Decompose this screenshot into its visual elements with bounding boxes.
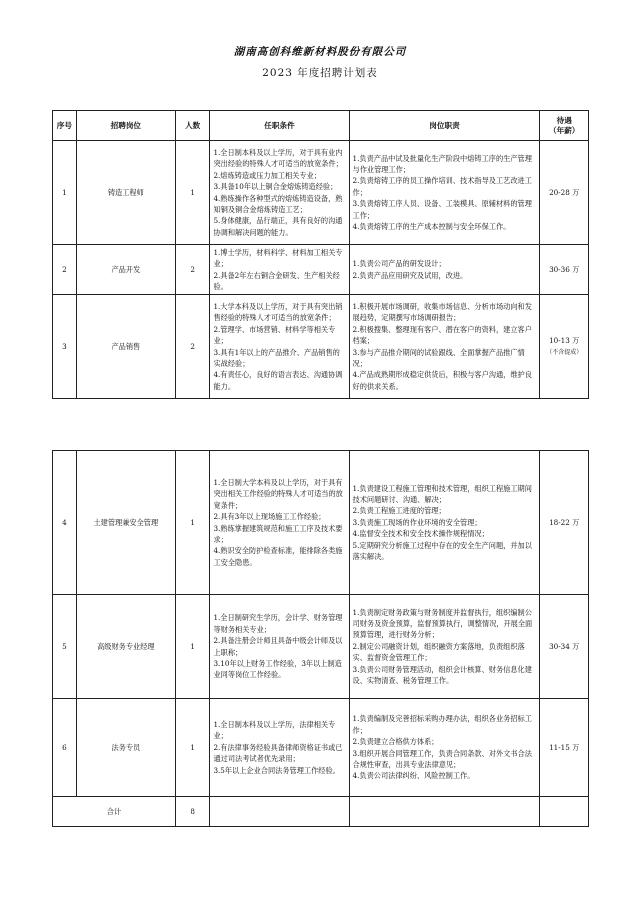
header-salary: 待遇 （年薪）: [540, 111, 589, 141]
table-header-row: [53, 111, 589, 141]
row-requirements: 1.全日制大学本科及以上学历，对于具有突出相关工作经验的特殊人才可适当的放宽条件； 2.具有3年以上现场施工工作经验； 3.熟练掌握建筑规范和施工工序及技术要求； 4.熟识安全防护检查标准，能排除各类施工安全隐患。: [210, 451, 349, 595]
row-index: 4: [53, 451, 77, 595]
row-count: 1: [175, 699, 210, 797]
company-name: 湖南高创科维新材料股份有限公司: [233, 46, 407, 58]
row-index: 1: [53, 141, 77, 245]
row-index: 5: [53, 595, 77, 699]
row-position: 法务专员: [76, 699, 175, 797]
row-duties: 1.积极开展市场调研，收集市场信息、分析市场动向和发展趋势，定期撰写市场调研报告； 2.积极搜集、整理现有客户、潜在客户的资料，建立客户档案； 3.参与产品推介期间的试验跟线、全面掌握产品推广情况； 4.产品成熟期形成稳定供货后，积极与客户沟通，维护良好的供求关系。: [349, 295, 540, 399]
row-position: 产品开发: [76, 245, 175, 295]
row-duties: 1.负责产品中试及批量化生产阶段中熔铸工序的生产管理与作业管理工作； 2.负责熔铸工序的员工操作培训、技术指导及工艺改进工作； 3.负责熔铸工序人员、设备、工装模具、原辅材料的管理工作； 4.负责熔铸工序的生产成本控制与安全环保工作。: [349, 141, 540, 245]
row-salary-cell: [540, 295, 589, 399]
header-index: 序号: [53, 111, 77, 141]
row-position: 铸造工程师: [76, 141, 175, 245]
row-salary: 18-22 万: [540, 451, 589, 595]
row-count: 1: [175, 595, 210, 699]
row-requirements: 1.博士学历，材料科学、材料加工相关专业； 2.具备2年左右铜合金研发、生产相关经验。: [210, 245, 349, 295]
empty-cell: [210, 797, 349, 827]
header-position: 招聘岗位: [76, 111, 175, 141]
table-row: [53, 245, 589, 295]
row-index: 2: [53, 245, 77, 295]
row-count: 1: [175, 141, 210, 245]
row-salary: 11-15 万: [540, 699, 589, 797]
row-requirements: 1.全日制本科及以上学历，对于具有业内突出经验的特殊人才可适当的放宽条件； 2.熔炼铸造或压力加工相关专业； 3.具备10年以上铜合金熔炼铸造经验； 4.熟练操作各种型式的熔炼铸造设备，熟知铜及铜合金熔炼铸造工艺； 5.身体健康，品行端正，具有良好的沟通协调和解决问题的能力。: [210, 141, 349, 245]
row-count: 2: [175, 245, 210, 295]
table-row: [53, 141, 589, 245]
row-position: 产品销售: [76, 295, 175, 399]
row-duties: 1.负责公司产品的研发设计； 2.负责产品应用研究及试用，改进。: [349, 245, 540, 295]
row-salary: 30-34 万: [540, 595, 589, 699]
total-value: 8: [175, 797, 210, 827]
row-duties: 1.负责制定财务政策与财务制度并监督执行，组织编制公司财务及资金预算，监督预算执行，调整情况，开展全面预算管理，进行财务分析； 2.制定公司融资计划，组织融资方案落地，负责组织落实、监督资金管理工作； 3.负责公司财务管理活动，组织会计核算、财务信息化建设、实物清查、税务管理工作。: [349, 595, 540, 699]
total-row: [53, 797, 589, 827]
row-salary-note: （不含提成）: [546, 348, 583, 356]
row-requirements: 1.全日制研究生学历，会计学、财务管理等财务相关专业； 2.具备注册会计师且具备中级会计师及以上职称； 3.10年以上财务工作经验，3年以上制造业同等岗位工作经验。: [210, 595, 349, 699]
table-row: [53, 451, 589, 595]
plan-title: 2023 年度招聘计划表: [262, 67, 378, 79]
table-row: [53, 295, 589, 399]
row-position: 高级财务专业经理: [76, 595, 175, 699]
row-requirements: 1.全日制本科及以上学历，法律相关专业； 2.有法律事务经验具备律师资格证书或已通过司法考试者优先录用； 3.5年以上企业合同法务管理工作经验。: [210, 699, 349, 797]
row-salary: 30-36 万: [540, 245, 589, 295]
row-requirements: 1.大学本科及以上学历，对于具有突出销售经验的特殊人才可适当的放宽条件； 2.管理学、市场营销、材料学等相关专业； 3.具有1年以上的产品推介、产品销售的实战经验； 4.有责任心，良好的语言表达、沟通协调能力。: [210, 295, 349, 399]
row-index: 3: [53, 295, 77, 399]
empty-cell: [540, 797, 589, 827]
header-duties: 岗位职责: [349, 111, 540, 141]
row-position: 土建管理兼安全管理: [76, 451, 175, 595]
row-count: 1: [175, 451, 210, 595]
table-row: [53, 595, 589, 699]
table-row: [53, 699, 589, 797]
row-duties: 1.负责建设工程施工管理和技术管理，组织工程施工期间技术问题研讨、沟通、解决； 2.负责工程施工进度的管理； 3.负责施工现场的作业环境的安全管理； 4.监督安全技术和安全技术操作规程情况； 5.定期研究分析施工过程中存在的安全生产问题，并加以落实解决。: [349, 451, 540, 595]
header-count: 人数: [175, 111, 210, 141]
row-index: 6: [53, 699, 77, 797]
header-requirements: 任职条件: [210, 111, 349, 141]
total-label: 合计: [53, 797, 176, 827]
recruitment-table-part-1: [52, 110, 589, 399]
row-salary: 10-13 万: [549, 336, 580, 346]
recruitment-table-part-2: [52, 450, 589, 827]
row-salary: 20-28 万: [540, 141, 589, 245]
row-duties: 1.负责编制及完善招标采购办理办法，组织各业务招标工作； 2.负责建立合格供方体系； 3.组织开展合同管理工作，负责合同条款、对外文书合法合规性审查，出具专业法律意见； 4.负责公司法律纠纷、风险控制工作。: [349, 699, 540, 797]
empty-cell: [349, 797, 540, 827]
row-count: 2: [175, 295, 210, 399]
